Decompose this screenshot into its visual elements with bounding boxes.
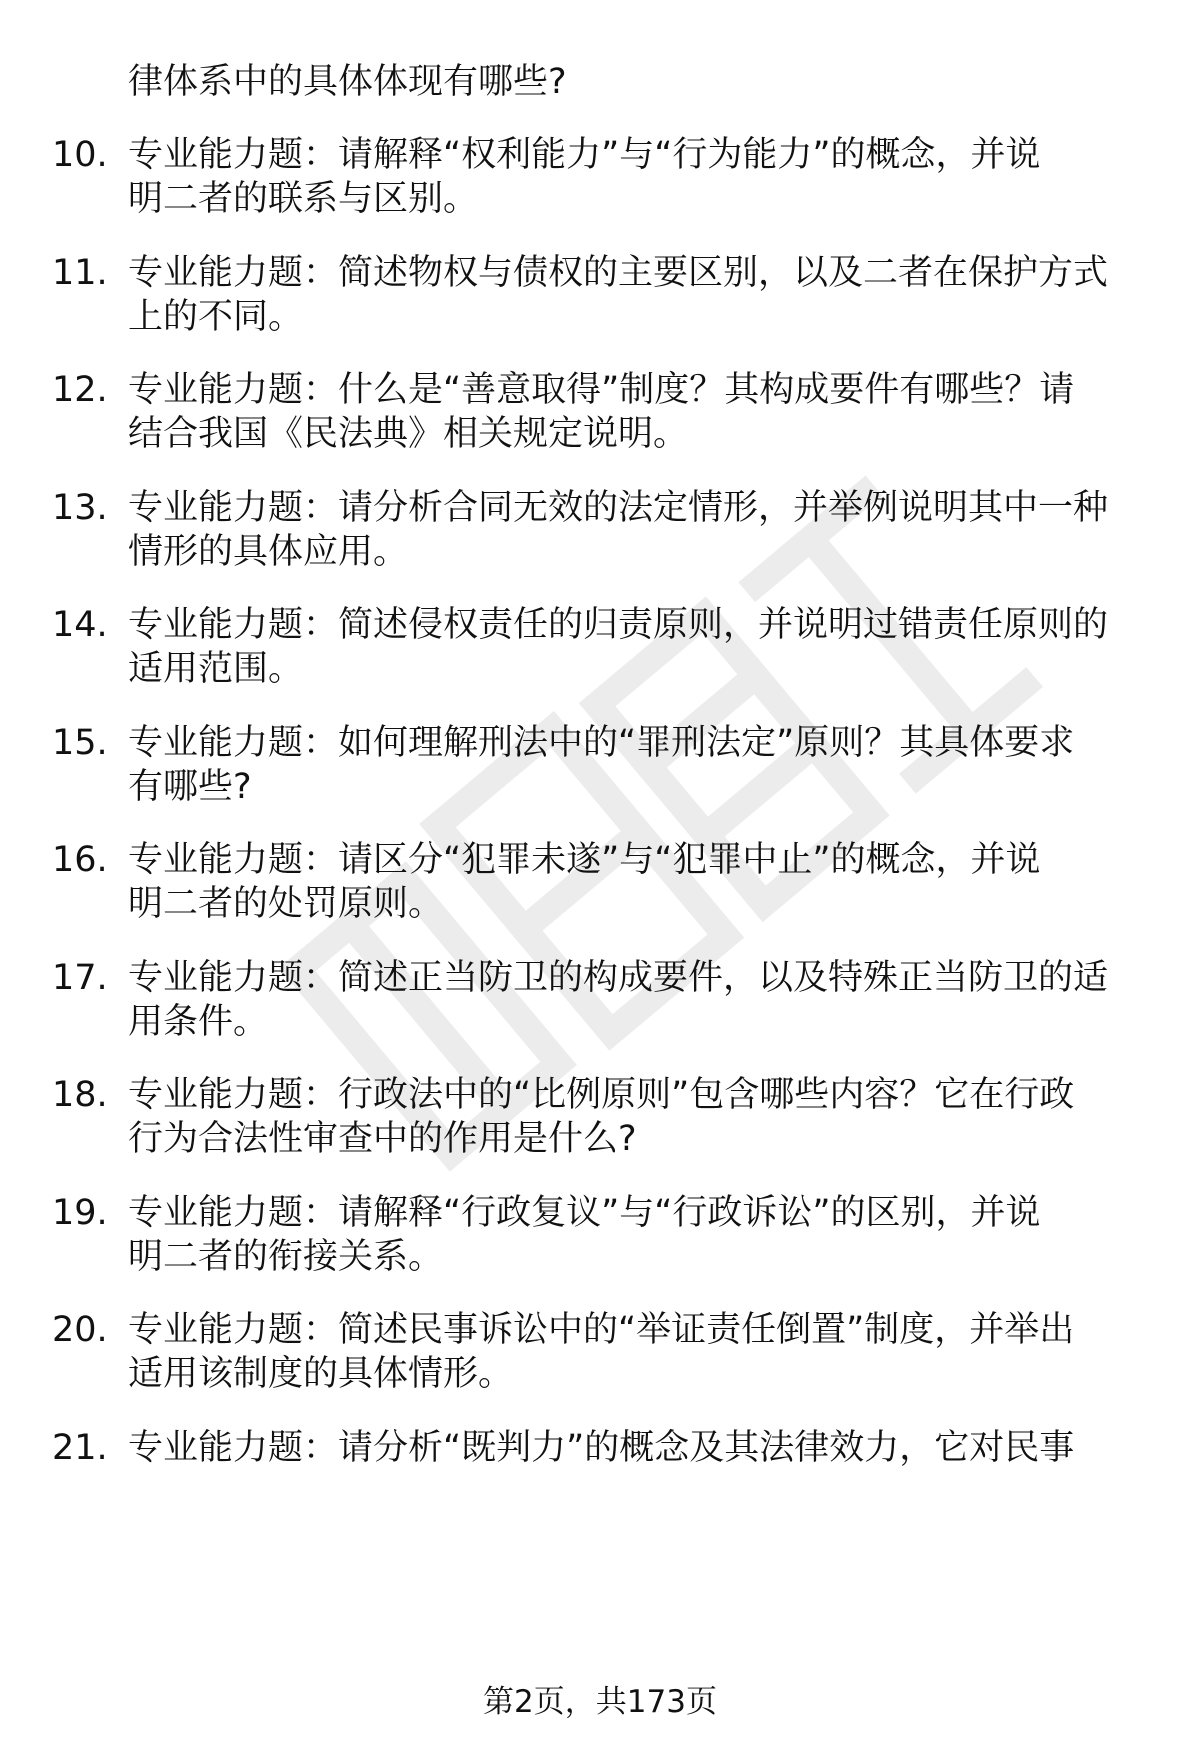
question-text-line: 适用范围。 (128, 649, 304, 689)
question-text-line: 适用该制度的具体情形。 (128, 1354, 514, 1394)
question-text-line: 明二者的联系与区别。 (128, 179, 479, 219)
question-number: 20. (52, 1310, 108, 1350)
question-text-line: 结合我国《民法典》相关规定说明。 (128, 414, 689, 454)
question-number: 18. (52, 1075, 108, 1115)
page-footer: 第2页，共173页 (483, 1684, 717, 1720)
question-text-line: 专业能力题：如何理解刑法中的“罪刑法定”原则？其具体要求 (128, 722, 1075, 763)
question-text-line: 专业能力题：简述正当防卫的构成要件，以及特殊正当防卫的适 (128, 957, 1109, 998)
question-text-line: 明二者的处罚原则。 (128, 884, 444, 924)
question-number: 12. (52, 370, 108, 410)
question-text-line: 明二者的衔接关系。 (128, 1236, 444, 1277)
question-number: 14. (52, 605, 108, 645)
question-text-line: 专业能力题：请分析合同无效的法定情形，并举例说明其中一种 (128, 487, 1109, 528)
question-text-line: 上的不同。 (128, 296, 304, 337)
question-number: 17. (52, 957, 108, 998)
question-text-line: 行为合法性审查中的作用是什么? (128, 1119, 637, 1159)
question-number: 11. (52, 252, 108, 293)
question-text-line: 专业能力题：请区分“犯罪未遂”与“犯罪中止”的概念，并说 (128, 840, 1041, 880)
question-text-line: 专业能力题：简述侵权责任的归责原则，并说明过错责任原则的 (128, 605, 1109, 645)
continued-text: 律体系中的具体体现有哪些? (128, 62, 567, 102)
question-text-line: 专业能力题：请解释“权利能力”与“行为能力”的概念，并说 (128, 135, 1041, 175)
question-number: 10. (52, 135, 108, 175)
question-text-line: 有哪些? (128, 766, 252, 807)
question-number: 19. (52, 1192, 108, 1233)
question-text-line: 专业能力题：简述物权与债权的主要区别，以及二者在保护方式 (128, 252, 1109, 293)
question-number: 13. (52, 487, 108, 528)
question-text-line: 专业能力题：什么是“善意取得”制度？其构成要件有哪些？请 (128, 370, 1075, 410)
question-number: 21. (52, 1427, 108, 1468)
question-text-line: 专业能力题：简述民事诉讼中的“举证责任倒置”制度，并举出 (128, 1310, 1075, 1350)
question-number: 16. (52, 840, 108, 880)
question-text-line: 专业能力题：行政法中的“比例原则”包含哪些内容？它在行政 (128, 1075, 1075, 1115)
question-text-line: 专业能力题：请分析“既判力”的概念及其法律效力，它对民事 (128, 1427, 1075, 1468)
question-text-line: 专业能力题：请解释“行政复议”与“行政诉讼”的区别，并说 (128, 1192, 1041, 1233)
question-text-line: 用条件。 (128, 1001, 269, 1042)
question-text-line: 情形的具体应用。 (128, 531, 409, 572)
question-number: 15. (52, 722, 108, 763)
